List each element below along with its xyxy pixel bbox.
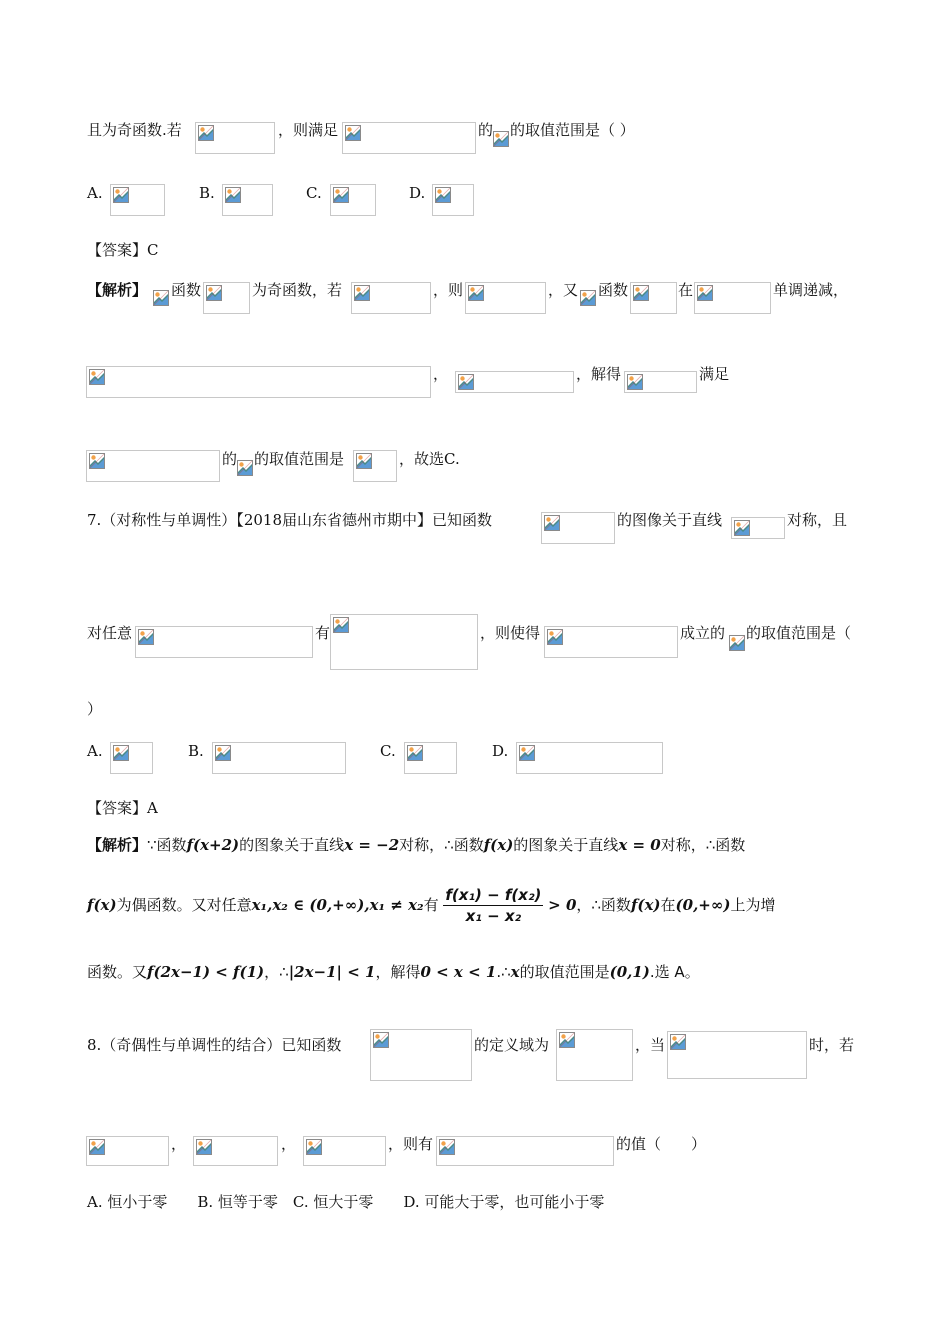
q8-line2-c: ，则有 (388, 1135, 434, 1153)
q7-explanation-line1 (87, 835, 745, 855)
broken-image-icon (196, 1139, 212, 1155)
broken-image-icon (113, 745, 129, 761)
math: f(x+2) (186, 836, 240, 854)
formula-image (303, 1136, 386, 1166)
formula-image (694, 282, 771, 314)
math: f(x) (630, 896, 661, 914)
broken-image-icon (215, 745, 231, 761)
q6-exp1-d: ，又 (548, 281, 579, 299)
broken-image-icon (306, 1139, 322, 1155)
q6-option-d: D. (409, 184, 426, 202)
math: > 0 (548, 896, 577, 914)
q8-line2-b: ， (281, 1135, 297, 1153)
formula-image (222, 184, 273, 216)
formula-image (541, 512, 615, 544)
text: 的图象关于直线 (513, 836, 619, 854)
broken-image-icon (345, 125, 361, 141)
text: ，∴ (264, 963, 289, 981)
q7-line3: ） (87, 700, 103, 718)
broken-image-icon (333, 617, 349, 633)
q7-option-d: D. (492, 742, 509, 760)
q7-line2-d: 成立的 (680, 624, 726, 642)
q6-exp2-c: 满足 (699, 365, 730, 383)
math: x = 0 (618, 836, 661, 854)
q6-exp2-b: ，解得 (576, 365, 622, 383)
text: ∵函数 (147, 836, 187, 854)
broken-image-icon (206, 285, 222, 301)
q6-exp1-f: 在 (678, 281, 694, 299)
q7-explanation-label: 【解析】 (87, 836, 148, 854)
q8-line2-a: ， (171, 1135, 187, 1153)
formula-image (455, 371, 574, 393)
q7-line2-a: 对任意 (87, 624, 133, 642)
text: ，∴函数 (576, 896, 631, 914)
q6-explanation-label: 【解析】 (87, 281, 148, 299)
text: 的取值范围是 (519, 963, 610, 981)
q7-answer: 【答案】A (87, 799, 158, 817)
text: 对称，∴函数 (660, 836, 746, 854)
formula-image (342, 122, 476, 154)
formula-image (370, 1029, 472, 1081)
text: 上为增 (730, 896, 776, 914)
broken-image-icon (670, 1034, 686, 1050)
q8-line1-b: 的定义域为 (474, 1036, 550, 1054)
formula-image (330, 614, 478, 670)
math: f(x) (483, 836, 514, 854)
q6-exp2-a: ， (433, 365, 449, 383)
broken-image-icon (458, 374, 474, 390)
math: f(x) (87, 896, 117, 914)
q8-line1-a: 8.（奇偶性与单调性的结合）已知函数 (87, 1036, 342, 1054)
text: 的图象关于直线 (239, 836, 345, 854)
formula-image (432, 184, 474, 216)
formula-image (203, 282, 250, 314)
q6-exp3-a: 的 (222, 450, 238, 468)
formula-image (516, 742, 663, 774)
formula-image (544, 626, 678, 658)
fraction (443, 885, 543, 926)
broken-image-icon (435, 187, 451, 203)
formula-image (465, 282, 546, 314)
broken-image-icon (559, 1032, 575, 1048)
formula-image (330, 184, 376, 216)
q6-option-a: A. (87, 184, 103, 202)
broken-image-icon (89, 369, 105, 385)
broken-image-icon (138, 629, 154, 645)
text: 为偶函数。又对任意 (116, 896, 252, 914)
q7-line2-b: 有 (315, 624, 331, 642)
q8-line1-d: 时，若 (809, 1036, 855, 1054)
formula-image (86, 1136, 169, 1166)
text: 有 (423, 896, 439, 914)
broken-image-icon (89, 1139, 105, 1155)
formula-image (193, 1136, 278, 1166)
formula-image (436, 1136, 614, 1166)
q6-exp3-c: ，故选C. (399, 450, 460, 468)
formula-image (110, 184, 165, 216)
broken-image-icon (734, 520, 750, 536)
formula-image (212, 742, 346, 774)
broken-image-icon (407, 745, 423, 761)
math: x = −2 (344, 836, 400, 854)
text: 函数。又 (87, 963, 148, 981)
text: .选 A。 (649, 963, 700, 981)
broken-image-icon (89, 453, 105, 469)
q7-option-c: C. (380, 742, 396, 760)
broken-image-icon (354, 285, 370, 301)
formula-image (351, 282, 431, 314)
math: 0 < x < 1 (420, 963, 497, 981)
q6-option-b: B. (199, 184, 215, 202)
q6-line1-text-b: ，则满足 (278, 121, 339, 139)
broken-image-icon (439, 1139, 455, 1155)
broken-image-icon (633, 285, 649, 301)
text: 对称，∴函数 (399, 836, 484, 854)
broken-image-icon (519, 745, 535, 761)
broken-image-icon (729, 635, 745, 651)
q7-line1-b: 的图像关于直线 (617, 511, 723, 529)
formula-image (630, 282, 677, 314)
broken-image-icon (237, 460, 253, 476)
q6-exp1-c: ，则 (433, 281, 464, 299)
broken-image-icon (198, 125, 214, 141)
broken-image-icon (113, 187, 129, 203)
broken-image-icon (627, 374, 643, 390)
text: .∴ (496, 963, 511, 981)
formula-image (353, 450, 397, 482)
q6-line1-text-d: 的取值范围是（ ） (510, 121, 635, 139)
q7-line1-a: 7.（对称性与单调性）【2018届山东省德州市期中】已知函数 (87, 511, 492, 529)
q6-option-c: C. (306, 184, 322, 202)
broken-image-icon (356, 453, 372, 469)
formula-image (86, 366, 431, 398)
math: (0,+∞) (675, 896, 731, 914)
formula-image (556, 1029, 633, 1081)
q8-options: A. 恒小于零 B. 恒等于零 C. 恒大于零 D. 可能大于零，也可能小于零 (87, 1193, 605, 1211)
broken-image-icon (468, 285, 484, 301)
q6-exp3-b: 的取值范围是 (254, 450, 345, 468)
math: (0,1) (609, 963, 650, 981)
formula-image (110, 742, 153, 774)
broken-image-icon (333, 187, 349, 203)
q6-exp1-a: 函数 (171, 281, 202, 299)
formula-image (667, 1031, 807, 1079)
broken-image-icon (493, 131, 509, 147)
q6-answer: 【答案】C (87, 241, 159, 259)
q6-line1-text-c: 的 (478, 121, 494, 139)
text: ，解得 (375, 963, 421, 981)
q6-exp1-e: 函数 (598, 281, 629, 299)
formula-image (404, 742, 457, 774)
math: |2x−1| < 1 (288, 963, 376, 981)
broken-image-icon (697, 285, 713, 301)
formula-image (135, 626, 313, 658)
q7-option-a: A. (87, 742, 103, 760)
broken-image-icon (373, 1032, 389, 1048)
text: 在 (660, 896, 676, 914)
fraction-denominator: x₁ − x₂ (465, 907, 522, 925)
q7-line2-e: 的取值范围是（ (746, 624, 852, 642)
q7-option-b: B. (188, 742, 204, 760)
broken-image-icon (580, 290, 596, 306)
q6-exp1-b: 为奇函数，若 (252, 281, 343, 299)
broken-image-icon (225, 187, 241, 203)
q8-line1-c: ，当 (635, 1036, 666, 1054)
q6-exp1-g: 单调递减， (773, 281, 849, 299)
broken-image-icon (547, 629, 563, 645)
q7-explanation-line3 (87, 962, 700, 982)
formula-image (86, 450, 220, 482)
math: x₁,x₂ ∈ (0,+∞),x₁ ≠ x₂ (251, 896, 424, 914)
fraction-numerator: f(x₁) − f(x₂) (445, 886, 542, 904)
broken-image-icon (544, 515, 560, 531)
formula-image (731, 517, 785, 539)
formula-image (624, 371, 697, 393)
q7-line1-c: 对称，且 (787, 511, 848, 529)
formula-image (195, 122, 275, 154)
q7-explanation-line2 (87, 883, 775, 927)
math: f(2x−1) < f(1) (147, 963, 265, 981)
q8-line2-d: 的值（ ） (616, 1135, 707, 1153)
broken-image-icon (153, 290, 169, 306)
math: x (510, 963, 520, 981)
q6-line1-text-a: 且为奇函数.若 (87, 121, 182, 139)
q7-line2-c: ，则使得 (480, 624, 541, 642)
